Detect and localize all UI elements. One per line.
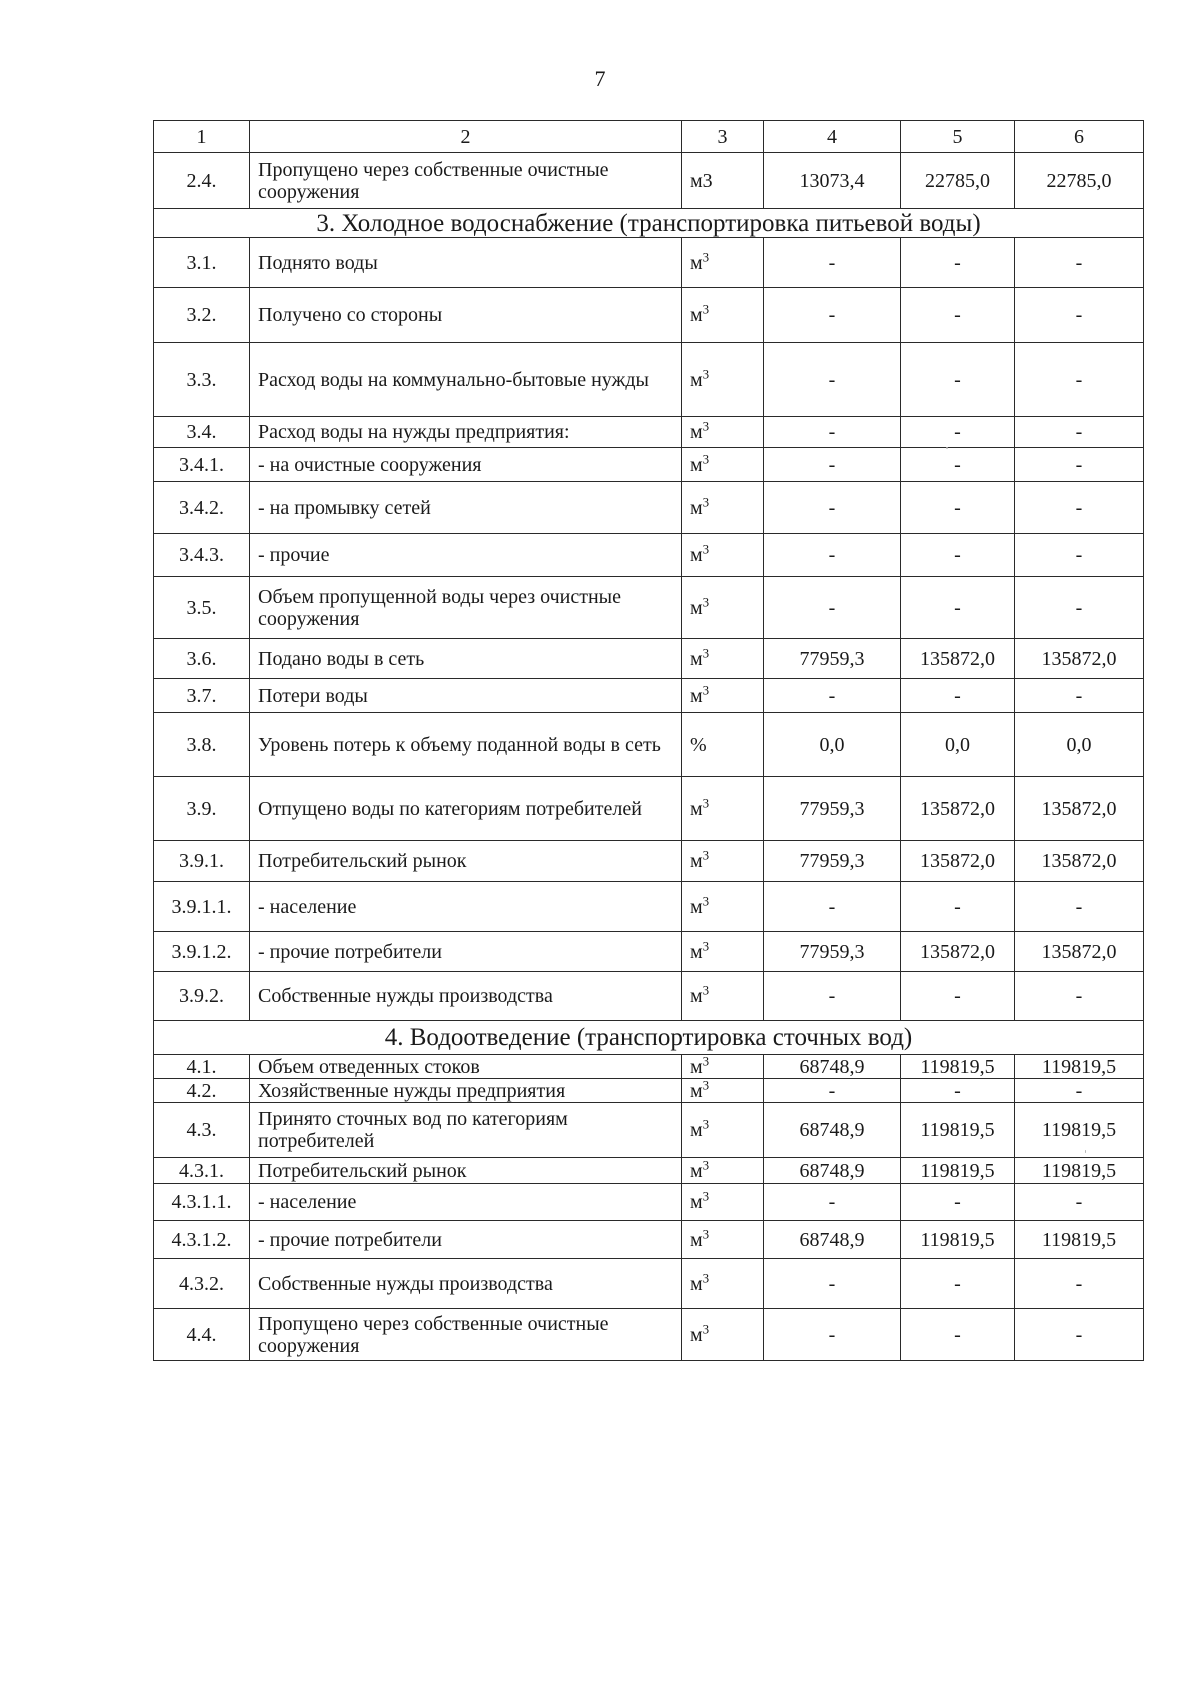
unit-base: м bbox=[690, 797, 703, 820]
value-col-6: - bbox=[1015, 1079, 1144, 1103]
value-col-6: - bbox=[1015, 882, 1144, 932]
row-unit bbox=[682, 448, 764, 482]
row-unit bbox=[682, 343, 764, 417]
row-description: - население bbox=[250, 1184, 682, 1221]
value-col-5: - bbox=[901, 1184, 1015, 1221]
unit-base: м bbox=[690, 1272, 703, 1295]
row-number: 3.4.1. bbox=[154, 448, 250, 482]
row-unit bbox=[682, 841, 764, 882]
row-number: 3.9.2. bbox=[154, 972, 250, 1021]
row-unit bbox=[682, 972, 764, 1021]
value-col-6: - bbox=[1015, 448, 1144, 482]
table-row bbox=[154, 1055, 1144, 1079]
row-description: - население bbox=[250, 882, 682, 932]
row-number: 3.3. bbox=[154, 343, 250, 417]
unit-base: м bbox=[690, 1191, 703, 1213]
row-number: 3.2. bbox=[154, 288, 250, 343]
row-number: 3.5. bbox=[154, 577, 250, 639]
unit-exponent: 3 bbox=[702, 1320, 710, 1336]
row-description: Пропущено через собственные очистные сооружения bbox=[250, 153, 682, 209]
unit-exponent: 3 bbox=[702, 794, 710, 810]
table-header-row bbox=[154, 121, 1144, 153]
row-description: Потребительский рынок bbox=[250, 1158, 682, 1184]
value-col-5: - bbox=[901, 1079, 1015, 1103]
value-col-6: 135872,0 bbox=[1015, 932, 1144, 972]
unit-exponent: 3 bbox=[702, 248, 710, 264]
value-col-5: - bbox=[901, 679, 1015, 713]
value-col-5: - bbox=[901, 343, 1015, 417]
unit-exponent: 3 bbox=[702, 418, 710, 434]
value-col-6: 119819,5 bbox=[1015, 1055, 1144, 1079]
scan-speck bbox=[1085, 1150, 1086, 1153]
row-unit bbox=[682, 153, 764, 209]
column-header: 5 bbox=[901, 121, 1015, 153]
column-header: 1 bbox=[154, 121, 250, 153]
table-row bbox=[154, 972, 1144, 1021]
unit-base: % bbox=[690, 733, 707, 756]
unit-exponent: 3 bbox=[702, 1225, 710, 1241]
row-number: 4.3.1.2. bbox=[154, 1221, 250, 1259]
value-col-6: 119819,5 bbox=[1015, 1221, 1144, 1259]
table-row bbox=[154, 153, 1144, 209]
value-col-6: - bbox=[1015, 238, 1144, 288]
row-unit bbox=[682, 1221, 764, 1259]
unit-base: м bbox=[690, 453, 703, 476]
unit-base: м bbox=[690, 496, 703, 519]
unit-exponent: 3 bbox=[702, 541, 710, 557]
row-description: - прочие потребители bbox=[250, 932, 682, 972]
value-col-4: - bbox=[764, 534, 901, 577]
table-row bbox=[154, 1184, 1144, 1221]
row-number: 3.9.1.2. bbox=[154, 932, 250, 972]
value-col-5: 119819,5 bbox=[901, 1103, 1015, 1158]
value-col-5: 135872,0 bbox=[901, 841, 1015, 882]
row-unit bbox=[682, 1158, 764, 1184]
value-col-4: 77959,3 bbox=[764, 639, 901, 679]
value-col-4: - bbox=[764, 679, 901, 713]
table-row bbox=[154, 713, 1144, 777]
row-description: Подано воды в сеть bbox=[250, 639, 682, 679]
value-col-4: - bbox=[764, 1259, 901, 1309]
unit-base: м bbox=[690, 1228, 703, 1251]
row-unit bbox=[682, 1259, 764, 1309]
row-description: Объем пропущенной воды через очистные сооружения bbox=[250, 577, 682, 639]
table-row bbox=[154, 1309, 1144, 1361]
unit-base: м bbox=[690, 1055, 703, 1078]
unit-base: м bbox=[690, 596, 703, 619]
unit-exponent: 3 bbox=[702, 365, 710, 381]
row-description: - на промывку сетей bbox=[250, 482, 682, 534]
unit-exponent: 3 bbox=[702, 1052, 710, 1068]
row-description: Хозяйственные нужды предприятия bbox=[250, 1079, 682, 1103]
unit-exponent: 3 bbox=[702, 681, 710, 697]
unit-exponent: 3 bbox=[702, 1188, 710, 1204]
value-col-4: - bbox=[764, 482, 901, 534]
value-col-5: - bbox=[901, 534, 1015, 577]
row-number: 3.4.3. bbox=[154, 534, 250, 577]
value-col-6: 119819,5 bbox=[1015, 1158, 1144, 1184]
row-description: Потребительский рынок bbox=[250, 841, 682, 882]
value-col-6: - bbox=[1015, 1184, 1144, 1221]
value-col-6: - bbox=[1015, 534, 1144, 577]
row-unit bbox=[682, 577, 764, 639]
value-col-6: 135872,0 bbox=[1015, 841, 1144, 882]
unit-exponent: 3 bbox=[702, 847, 710, 863]
row-number: 4.3.1. bbox=[154, 1158, 250, 1184]
scan-speck bbox=[946, 447, 948, 449]
value-col-4: 13073,4 bbox=[764, 153, 901, 209]
unit-base: м bbox=[690, 304, 703, 326]
value-col-6: 135872,0 bbox=[1015, 639, 1144, 679]
table-row bbox=[154, 534, 1144, 577]
value-col-5: - bbox=[901, 1259, 1015, 1309]
value-col-5: - bbox=[901, 448, 1015, 482]
row-number: 3.4. bbox=[154, 417, 250, 448]
value-col-4: 68748,9 bbox=[764, 1221, 901, 1259]
table-row bbox=[154, 288, 1144, 343]
unit-exponent: 3 bbox=[702, 937, 710, 953]
column-header: 4 bbox=[764, 121, 901, 153]
table-row bbox=[154, 1259, 1144, 1309]
row-unit bbox=[682, 777, 764, 841]
row-number: 4.4. bbox=[154, 1309, 250, 1361]
row-unit bbox=[682, 1103, 764, 1158]
row-number: 3.1. bbox=[154, 238, 250, 288]
row-description: Принято сточных вод по категориям потребителей bbox=[250, 1103, 682, 1158]
value-col-6: 22785,0 bbox=[1015, 153, 1144, 209]
value-col-5: - bbox=[901, 1309, 1015, 1361]
unit-base: м3 bbox=[690, 169, 713, 192]
value-col-6: - bbox=[1015, 1309, 1144, 1361]
unit-base: м bbox=[690, 368, 703, 391]
value-col-6: 0,0 bbox=[1015, 713, 1144, 777]
row-unit bbox=[682, 639, 764, 679]
row-number: 4.3.1.1. bbox=[154, 1184, 250, 1221]
unit-base: м bbox=[690, 647, 703, 670]
value-col-4: 77959,3 bbox=[764, 841, 901, 882]
value-col-5: 0,0 bbox=[901, 713, 1015, 777]
value-col-4: - bbox=[764, 1309, 901, 1361]
section-header-row bbox=[154, 1021, 1144, 1055]
value-col-4: - bbox=[764, 1079, 901, 1103]
row-unit bbox=[682, 482, 764, 534]
value-col-6: - bbox=[1015, 679, 1144, 713]
unit-base: м bbox=[690, 940, 703, 963]
value-col-4: 68748,9 bbox=[764, 1103, 901, 1158]
value-col-4: 68748,9 bbox=[764, 1055, 901, 1079]
unit-exponent: 3 bbox=[702, 982, 710, 998]
unit-base: м bbox=[690, 1119, 703, 1141]
row-number: 4.3.2. bbox=[154, 1259, 250, 1309]
unit-exponent: 3 bbox=[702, 644, 710, 660]
row-description: Получено со стороны bbox=[250, 288, 682, 343]
row-number: 4.3. bbox=[154, 1103, 250, 1158]
table-row bbox=[154, 639, 1144, 679]
unit-exponent: 3 bbox=[702, 1269, 710, 1285]
row-number: 3.9. bbox=[154, 777, 250, 841]
table-row bbox=[154, 679, 1144, 713]
value-col-4: 68748,9 bbox=[764, 1158, 901, 1184]
row-description: - прочие потребители bbox=[250, 1221, 682, 1259]
table-row bbox=[154, 448, 1144, 482]
table-row bbox=[154, 841, 1144, 882]
row-number: 3.6. bbox=[154, 639, 250, 679]
page-number: 7 bbox=[594, 66, 606, 91]
value-col-5: - bbox=[901, 238, 1015, 288]
table-row bbox=[154, 1079, 1144, 1103]
unit-base: м bbox=[690, 544, 703, 566]
value-col-4: 0,0 bbox=[764, 713, 901, 777]
table-row bbox=[154, 777, 1144, 841]
row-number: 3.7. bbox=[154, 679, 250, 713]
row-description: Потери воды bbox=[250, 679, 682, 713]
column-header: 3 bbox=[682, 121, 764, 153]
value-col-6: - bbox=[1015, 343, 1144, 417]
value-col-6: - bbox=[1015, 482, 1144, 534]
value-col-4: - bbox=[764, 882, 901, 932]
row-description: - прочие bbox=[250, 534, 682, 577]
value-col-5: 135872,0 bbox=[901, 777, 1015, 841]
row-description: Пропущено через собственные очистные сооружения bbox=[250, 1309, 682, 1361]
unit-base: м bbox=[690, 850, 703, 872]
column-header: 6 bbox=[1015, 121, 1144, 153]
row-description: - на очистные сооружения bbox=[250, 448, 682, 482]
unit-base: м bbox=[690, 1079, 703, 1102]
row-description: Расход воды на коммунально-бытовые нужды bbox=[250, 343, 682, 417]
value-col-4: 77959,3 bbox=[764, 932, 901, 972]
row-unit bbox=[682, 713, 764, 777]
row-description: Отпущено воды по категориям потребителей bbox=[250, 777, 682, 841]
row-unit bbox=[682, 288, 764, 343]
unit-base: м bbox=[690, 985, 703, 1007]
value-col-4: - bbox=[764, 238, 901, 288]
row-unit bbox=[682, 417, 764, 448]
value-col-6: 119819,5 bbox=[1015, 1103, 1144, 1158]
row-number: 4.1. bbox=[154, 1055, 250, 1079]
row-unit bbox=[682, 932, 764, 972]
indicators-table bbox=[153, 120, 1144, 1361]
section-title: 4. Водоотведение (транспортировка сточных вод) bbox=[154, 1021, 1144, 1055]
unit-exponent: 3 bbox=[702, 1076, 710, 1092]
row-description: Собственные нужды производства bbox=[250, 1259, 682, 1309]
value-col-5: - bbox=[901, 482, 1015, 534]
unit-base: м bbox=[690, 251, 703, 274]
row-description: Объем отведенных стоков bbox=[250, 1055, 682, 1079]
value-col-4: - bbox=[764, 448, 901, 482]
value-col-5: 119819,5 bbox=[901, 1055, 1015, 1079]
value-col-4: - bbox=[764, 288, 901, 343]
value-col-5: - bbox=[901, 417, 1015, 448]
row-number: 4.2. bbox=[154, 1079, 250, 1103]
row-number: 3.9.1. bbox=[154, 841, 250, 882]
unit-base: м bbox=[690, 1323, 703, 1346]
value-col-4: - bbox=[764, 577, 901, 639]
unit-base: м bbox=[690, 684, 703, 707]
table-row bbox=[154, 882, 1144, 932]
value-col-4: - bbox=[764, 343, 901, 417]
row-number: 3.9.1.1. bbox=[154, 882, 250, 932]
value-col-5: 119819,5 bbox=[901, 1221, 1015, 1259]
value-col-4: - bbox=[764, 972, 901, 1021]
unit-exponent: 3 bbox=[702, 593, 710, 609]
row-unit bbox=[682, 238, 764, 288]
unit-base: м bbox=[690, 421, 703, 443]
row-unit bbox=[682, 882, 764, 932]
table-row bbox=[154, 577, 1144, 639]
table-row bbox=[154, 1221, 1144, 1259]
table-row bbox=[154, 417, 1144, 448]
row-description: Собственные нужды производства bbox=[250, 972, 682, 1021]
row-unit bbox=[682, 534, 764, 577]
value-col-5: - bbox=[901, 288, 1015, 343]
value-col-4: 77959,3 bbox=[764, 777, 901, 841]
table-row bbox=[154, 238, 1144, 288]
row-unit bbox=[682, 1184, 764, 1221]
value-col-4: - bbox=[764, 417, 901, 448]
table-row bbox=[154, 1158, 1144, 1184]
value-col-6: 135872,0 bbox=[1015, 777, 1144, 841]
unit-exponent: 3 bbox=[702, 892, 710, 908]
value-col-6: - bbox=[1015, 288, 1144, 343]
value-col-6: - bbox=[1015, 1259, 1144, 1309]
row-unit bbox=[682, 1076, 764, 1103]
row-unit bbox=[682, 1309, 764, 1361]
section-header-row bbox=[154, 209, 1144, 238]
value-col-5: - bbox=[901, 972, 1015, 1021]
row-unit bbox=[682, 1052, 764, 1079]
value-col-4: - bbox=[764, 1184, 901, 1221]
value-col-5: - bbox=[901, 577, 1015, 639]
section-title: 3. Холодное водоснабжение (транспортировка питьевой воды) bbox=[154, 209, 1144, 238]
unit-base: м bbox=[690, 1159, 703, 1182]
value-col-6: - bbox=[1015, 577, 1144, 639]
unit-exponent: 3 bbox=[702, 450, 710, 466]
unit-exponent: 3 bbox=[702, 1116, 710, 1132]
unit-exponent: 3 bbox=[702, 301, 710, 317]
column-header: 2 bbox=[250, 121, 682, 153]
unit-base: м bbox=[690, 895, 703, 918]
value-col-5: 135872,0 bbox=[901, 639, 1015, 679]
value-col-6: - bbox=[1015, 972, 1144, 1021]
row-description: Расход воды на нужды предприятия: bbox=[250, 417, 682, 448]
value-col-5: 135872,0 bbox=[901, 932, 1015, 972]
value-col-5: - bbox=[901, 882, 1015, 932]
table-row bbox=[154, 482, 1144, 534]
row-number: 3.8. bbox=[154, 713, 250, 777]
unit-exponent: 3 bbox=[702, 1156, 710, 1172]
table-row bbox=[154, 343, 1144, 417]
table-row bbox=[154, 932, 1144, 972]
row-description: Уровень потерь к объему поданной воды в сеть bbox=[250, 713, 682, 777]
value-col-6: - bbox=[1015, 417, 1144, 448]
table-row bbox=[154, 1103, 1144, 1158]
row-description: Поднято воды bbox=[250, 238, 682, 288]
row-number: 3.4.2. bbox=[154, 482, 250, 534]
row-unit bbox=[682, 679, 764, 713]
unit-exponent: 3 bbox=[702, 493, 710, 509]
value-col-5: 22785,0 bbox=[901, 153, 1015, 209]
row-number: 2.4. bbox=[154, 153, 250, 209]
value-col-5: 119819,5 bbox=[901, 1158, 1015, 1184]
